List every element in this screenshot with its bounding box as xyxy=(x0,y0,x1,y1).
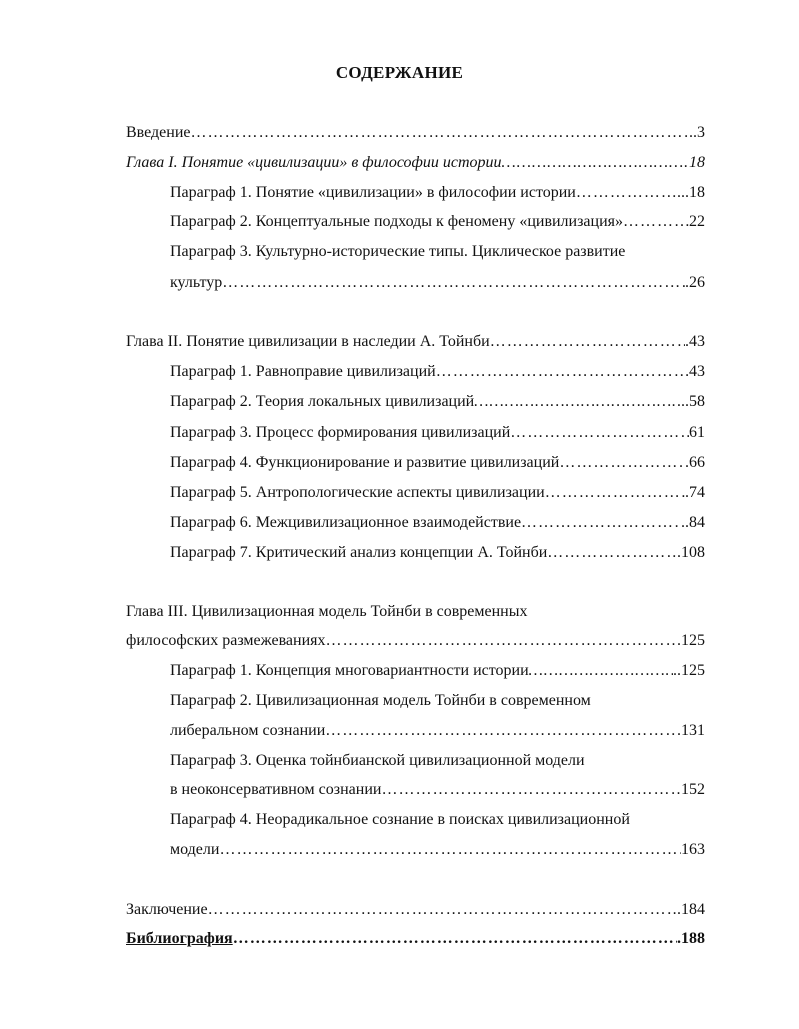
toc-page-number: ..3 xyxy=(689,124,705,141)
toc-entry-ch3-par3 xyxy=(170,778,705,802)
toc-page-number: 61 xyxy=(689,424,705,441)
toc-entry-ch3-par2 xyxy=(170,719,705,743)
toc-leader xyxy=(545,481,685,505)
toc-leader xyxy=(547,541,677,565)
toc-leader xyxy=(436,360,689,384)
toc-page-number: .43 xyxy=(685,333,705,350)
toc-page-number: 152 xyxy=(681,781,705,798)
toc-page-number: .184 xyxy=(677,901,705,918)
toc-entry-title: Глава I. Понятие «цивилизации» в философии истории xyxy=(126,154,502,171)
toc-leader xyxy=(502,151,689,175)
toc-entry-intro xyxy=(126,121,705,145)
toc-entry-ch3-par1 xyxy=(170,659,705,683)
toc-entry-title: Параграф 6. Межцивилизационное взаимодействие xyxy=(170,514,522,531)
toc-entry-title: Параграф 1. Концепция многовариантности истории xyxy=(170,662,529,679)
toc-entry-chapter-2 xyxy=(126,330,705,354)
toc-leader xyxy=(521,511,681,535)
toc-page-number: .188 xyxy=(677,930,705,947)
toc-entry-title: Параграф 1. Равноправие цивилизаций xyxy=(170,363,436,380)
toc-page-number: .108 xyxy=(677,544,705,561)
toc-leader xyxy=(219,838,681,862)
toc-leader xyxy=(381,778,681,802)
toc-leader xyxy=(559,451,685,475)
toc-leader xyxy=(623,210,689,234)
toc-leader xyxy=(326,629,677,653)
toc-entry-title: в неоконсервативном сознании xyxy=(170,781,382,798)
toc-leader xyxy=(576,181,677,205)
toc-leader xyxy=(510,421,689,445)
toc-entry-ch1-par3-line1: Параграф 3. Культурно-исторические типы. Циклическое развитие xyxy=(170,243,626,260)
toc-entry-title: Глава II. Понятие цивилизации в наследии А. Тойнби xyxy=(126,333,490,350)
toc-page-number: .26 xyxy=(685,274,705,291)
toc-leader xyxy=(222,271,685,295)
toc-leader xyxy=(191,121,690,145)
toc-entry-title: философских размежеваниях xyxy=(126,632,326,649)
toc-page-number: ...18 xyxy=(677,184,705,201)
toc-entry-ch1-par2 xyxy=(170,210,705,234)
toc-entry-ch2-par1 xyxy=(170,360,705,384)
toc-entry-ch2-par5 xyxy=(170,481,705,505)
toc-leader xyxy=(208,898,677,922)
toc-entry-title: Заключение xyxy=(126,901,208,918)
toc-page-number: .131 xyxy=(677,722,705,739)
toc-leader xyxy=(233,927,677,951)
toc-entry-bibliography xyxy=(126,927,705,951)
toc-entry-title: Параграф 3. Процесс формирования цивилизаций xyxy=(170,424,511,441)
toc-entry-ch3-par4-line1: Параграф 4. Неорадикальное сознание в поисках цивилизационной xyxy=(170,811,630,828)
toc-entry-ch2-par3 xyxy=(170,421,705,445)
toc-entry-ch1-par3 xyxy=(170,271,705,295)
toc-entry-title: Параграф 7. Критический анализ концепции А. Тойнби xyxy=(170,544,548,561)
toc-entry-title: Параграф 4. Функционирование и развитие цивилизаций xyxy=(170,454,560,471)
toc-entry-ch2-par6 xyxy=(170,511,705,535)
toc-entry-chapter-3 xyxy=(126,629,705,653)
toc-entry-ch2-par4 xyxy=(170,451,705,475)
toc-entry-ch2-par7 xyxy=(170,541,705,565)
toc-entry-conclusion xyxy=(126,898,705,922)
toc-entry-title: модели xyxy=(170,841,220,858)
toc-entry-ch3-par4 xyxy=(170,838,705,862)
toc-leader xyxy=(490,330,685,354)
toc-leader xyxy=(474,390,681,414)
toc-page-number: ..125 xyxy=(673,662,705,679)
toc-page-number: 18 xyxy=(689,154,705,171)
toc-page-number: .66 xyxy=(685,454,705,471)
toc-entry-title: Параграф 2. Концептуальные подходы к феномену «цивилизация» xyxy=(170,213,624,230)
toc-page-number: ..84 xyxy=(681,514,705,531)
toc-entry-title: Библиография xyxy=(126,930,233,947)
toc-page-number: 22 xyxy=(689,213,705,230)
toc-entry-title: Параграф 5. Антропологические аспекты цивилизации xyxy=(170,484,545,501)
toc-entry-title: Параграф 2. Теория локальных цивилизаций xyxy=(170,393,475,410)
page-title: СОДЕРЖАНИЕ xyxy=(335,63,464,82)
toc-leader xyxy=(325,719,677,743)
toc-leader xyxy=(529,659,673,683)
toc-entry-ch1-par1 xyxy=(170,181,705,205)
toc-entry-title: Введение xyxy=(126,124,191,141)
toc-page-number: ..58 xyxy=(681,393,705,410)
toc-entry-title: культур xyxy=(170,274,223,291)
toc-page-number: .74 xyxy=(685,484,705,501)
toc-entry-ch2-par2 xyxy=(170,390,705,414)
toc-page-number: 43 xyxy=(689,363,705,380)
toc-entry-ch3-par2-line1: Параграф 2. Цивилизационная модель Тойнби в современном xyxy=(170,692,591,709)
toc-entry-title: Параграф 1. Понятие «цивилизации» в философии истории xyxy=(170,184,576,201)
toc-entry-chapter-3-line1: Глава III. Цивилизационная модель Тойнби в современных xyxy=(126,603,528,620)
toc-page-number: .125 xyxy=(677,632,705,649)
toc-page-number: 163 xyxy=(681,841,705,858)
toc-entry-title: либеральном сознании xyxy=(170,722,326,739)
toc-entry-ch3-par3-line1: Параграф 3. Оценка тойнбианской цивилизационной модели xyxy=(170,752,585,769)
toc-entry-chapter-1 xyxy=(126,151,705,175)
